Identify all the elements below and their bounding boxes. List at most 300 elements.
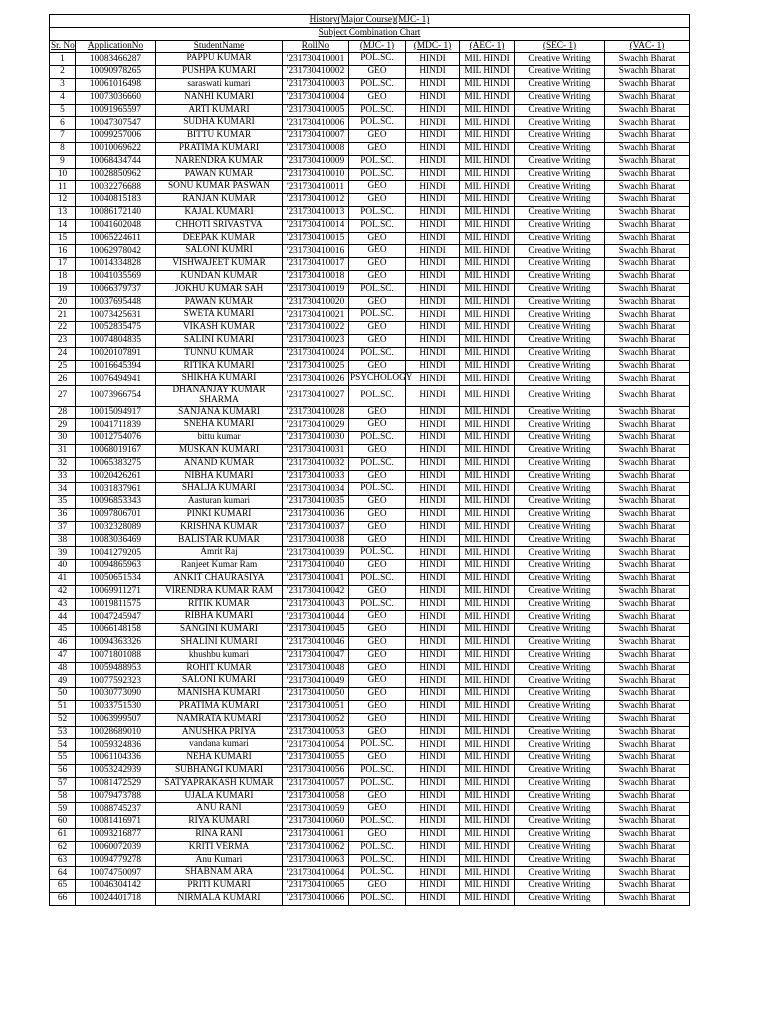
vac-cell: Swachh Bharat bbox=[605, 483, 690, 496]
aec-cell: MIL HINDI bbox=[460, 662, 515, 675]
sr-no-cell: 48 bbox=[50, 662, 76, 675]
student-name-cell: Amrit Raj bbox=[156, 547, 283, 560]
roll-no-cell: '231730410043 bbox=[283, 598, 349, 611]
student-name-cell: CHHOTI SRIVASTVA bbox=[156, 219, 283, 232]
aec-cell: MIL HINDI bbox=[460, 598, 515, 611]
vac-cell: Swachh Bharat bbox=[605, 283, 690, 296]
sec-cell: Creative Writing bbox=[515, 636, 605, 649]
aec-cell: MIL HINDI bbox=[460, 777, 515, 790]
mdc-cell: HINDI bbox=[406, 181, 460, 194]
sec-cell: Creative Writing bbox=[515, 168, 605, 181]
aec-cell: MIL HINDI bbox=[460, 611, 515, 624]
mdc-cell: HINDI bbox=[406, 572, 460, 585]
sec-cell: Creative Writing bbox=[515, 713, 605, 726]
sec-cell: Creative Writing bbox=[515, 419, 605, 432]
student-name-cell: TUNNU KUMAR bbox=[156, 347, 283, 360]
table-row bbox=[50, 688, 690, 701]
sr-no-cell: 60 bbox=[50, 816, 76, 829]
mdc-cell: HINDI bbox=[406, 547, 460, 560]
mjc-cell: GEO bbox=[349, 245, 406, 258]
mjc-cell: GEO bbox=[349, 585, 406, 598]
roll-no-cell: '231730410047 bbox=[283, 649, 349, 662]
vac-cell: Swachh Bharat bbox=[605, 219, 690, 232]
application-no-cell: 10061016498 bbox=[76, 78, 156, 91]
sr-no-cell: 39 bbox=[50, 547, 76, 560]
mdc-cell: HINDI bbox=[406, 483, 460, 496]
mdc-cell: HINDI bbox=[406, 130, 460, 143]
student-name-cell: KUNDAN KUMAR bbox=[156, 270, 283, 283]
mjc-cell: GEO bbox=[349, 194, 406, 207]
mdc-cell: HINDI bbox=[406, 66, 460, 79]
student-name-cell: SUDHA KUMARI bbox=[156, 117, 283, 130]
aec-cell: MIL HINDI bbox=[460, 66, 515, 79]
vac-cell: Swachh Bharat bbox=[605, 419, 690, 432]
vac-cell: Swachh Bharat bbox=[605, 521, 690, 534]
sr-no-cell: 16 bbox=[50, 245, 76, 258]
sr-no-cell: 57 bbox=[50, 777, 76, 790]
vac-cell: Swachh Bharat bbox=[605, 662, 690, 675]
table-row bbox=[50, 547, 690, 560]
mjc-cell: POL.SC. bbox=[349, 867, 406, 880]
sr-no-cell: 29 bbox=[50, 419, 76, 432]
sr-no-cell: 12 bbox=[50, 194, 76, 207]
sr-no-cell: 3 bbox=[50, 78, 76, 91]
aec-cell: MIL HINDI bbox=[460, 675, 515, 688]
table-row bbox=[50, 91, 690, 104]
sr-no-cell: 42 bbox=[50, 585, 76, 598]
roll-no-cell: '231730410054 bbox=[283, 739, 349, 752]
mdc-cell: HINDI bbox=[406, 662, 460, 675]
sec-cell: Creative Writing bbox=[515, 181, 605, 194]
vac-cell: Swachh Bharat bbox=[605, 777, 690, 790]
aec-cell: MIL HINDI bbox=[460, 470, 515, 483]
student-name-cell: KAJAL KUMARI bbox=[156, 206, 283, 219]
aec-cell: MIL HINDI bbox=[460, 219, 515, 232]
vac-cell: Swachh Bharat bbox=[605, 585, 690, 598]
table-row bbox=[50, 572, 690, 585]
mjc-cell: GEO bbox=[349, 258, 406, 271]
vac-cell: Swachh Bharat bbox=[605, 457, 690, 470]
student-name-cell: NARENDRA KUMAR bbox=[156, 155, 283, 168]
sr-no-cell: 46 bbox=[50, 636, 76, 649]
sec-cell: Creative Writing bbox=[515, 764, 605, 777]
student-name-cell: SHALINI KUMARI bbox=[156, 636, 283, 649]
mdc-cell: HINDI bbox=[406, 688, 460, 701]
vac-cell: Swachh Bharat bbox=[605, 790, 690, 803]
sec-cell: Creative Writing bbox=[515, 688, 605, 701]
application-no-cell: 10041711839 bbox=[76, 419, 156, 432]
mdc-cell: HINDI bbox=[406, 726, 460, 739]
application-no-cell: 10071801088 bbox=[76, 649, 156, 662]
aec-cell: MIL HINDI bbox=[460, 360, 515, 373]
application-no-cell: 10019811575 bbox=[76, 598, 156, 611]
application-no-cell: 10032276688 bbox=[76, 181, 156, 194]
aec-cell: MIL HINDI bbox=[460, 347, 515, 360]
sec-cell: Creative Writing bbox=[515, 445, 605, 458]
mdc-cell: HINDI bbox=[406, 457, 460, 470]
mjc-cell: POL.SC. bbox=[349, 117, 406, 130]
mdc-cell: HINDI bbox=[406, 739, 460, 752]
sec-cell: Creative Writing bbox=[515, 777, 605, 790]
mjc-cell: GEO bbox=[349, 334, 406, 347]
table-row bbox=[50, 322, 690, 335]
aec-cell: MIL HINDI bbox=[460, 624, 515, 637]
aec-cell: MIL HINDI bbox=[460, 322, 515, 335]
roll-no-cell: '231730410019 bbox=[283, 283, 349, 296]
application-no-cell: 10074750097 bbox=[76, 867, 156, 880]
application-no-cell: 10046304142 bbox=[76, 880, 156, 893]
application-no-cell: 10028850962 bbox=[76, 168, 156, 181]
roll-no-cell: '231730410027 bbox=[283, 386, 349, 407]
mjc-cell: GEO bbox=[349, 130, 406, 143]
mjc-cell: GEO bbox=[349, 270, 406, 283]
roll-no-cell: '231730410006 bbox=[283, 117, 349, 130]
table-row bbox=[50, 675, 690, 688]
student-name-cell: RITIKA KUMARI bbox=[156, 360, 283, 373]
student-name-cell: SWETA KUMARI bbox=[156, 309, 283, 322]
header-vac: (VAC- 1) bbox=[605, 40, 690, 53]
table-row bbox=[50, 386, 690, 407]
mjc-cell: GEO bbox=[349, 360, 406, 373]
mjc-cell: GEO bbox=[349, 142, 406, 155]
sec-cell: Creative Writing bbox=[515, 296, 605, 309]
application-no-cell: 10083036469 bbox=[76, 534, 156, 547]
sr-no-cell: 18 bbox=[50, 270, 76, 283]
sec-cell: Creative Writing bbox=[515, 483, 605, 496]
student-name-cell: RANJAN KUMAR bbox=[156, 194, 283, 207]
mdc-cell: HINDI bbox=[406, 296, 460, 309]
vac-cell: Swachh Bharat bbox=[605, 130, 690, 143]
vac-cell: Swachh Bharat bbox=[605, 739, 690, 752]
application-no-cell: 10061104336 bbox=[76, 752, 156, 765]
table-row bbox=[50, 867, 690, 880]
sec-cell: Creative Writing bbox=[515, 322, 605, 335]
roll-no-cell: '231730410028 bbox=[283, 406, 349, 419]
subject-combination-table bbox=[49, 14, 690, 906]
vac-cell: Swachh Bharat bbox=[605, 322, 690, 335]
sec-cell: Creative Writing bbox=[515, 726, 605, 739]
mdc-cell: HINDI bbox=[406, 322, 460, 335]
aec-cell: MIL HINDI bbox=[460, 130, 515, 143]
mjc-cell: POL.SC. bbox=[349, 572, 406, 585]
student-name-cell: ANAND KUMAR bbox=[156, 457, 283, 470]
application-no-cell: 10010069622 bbox=[76, 142, 156, 155]
mdc-cell: HINDI bbox=[406, 419, 460, 432]
sec-cell: Creative Writing bbox=[515, 496, 605, 509]
student-name-cell: NEHA KUMARI bbox=[156, 752, 283, 765]
sec-cell: Creative Writing bbox=[515, 360, 605, 373]
aec-cell: MIL HINDI bbox=[460, 713, 515, 726]
mjc-cell: POL.SC. bbox=[349, 347, 406, 360]
roll-no-cell: '231730410045 bbox=[283, 624, 349, 637]
application-no-cell: 10081472529 bbox=[76, 777, 156, 790]
vac-cell: Swachh Bharat bbox=[605, 117, 690, 130]
table-row bbox=[50, 53, 690, 66]
student-name-cell: SALONI KUMRI bbox=[156, 245, 283, 258]
student-name-cell: RITIK KUMAR bbox=[156, 598, 283, 611]
aec-cell: MIL HINDI bbox=[460, 258, 515, 271]
table-row bbox=[50, 168, 690, 181]
table-row bbox=[50, 700, 690, 713]
student-name-cell: DHANANJAY KUMAR SHARMA bbox=[156, 386, 283, 407]
table-row bbox=[50, 739, 690, 752]
application-no-cell: 10033751530 bbox=[76, 700, 156, 713]
table-row bbox=[50, 880, 690, 893]
vac-cell: Swachh Bharat bbox=[605, 206, 690, 219]
sec-cell: Creative Writing bbox=[515, 675, 605, 688]
sr-no-cell: 54 bbox=[50, 739, 76, 752]
table-row bbox=[50, 521, 690, 534]
roll-no-cell: '231730410033 bbox=[283, 470, 349, 483]
table-row bbox=[50, 892, 690, 905]
application-no-cell: 10081416971 bbox=[76, 816, 156, 829]
sr-no-cell: 20 bbox=[50, 296, 76, 309]
vac-cell: Swachh Bharat bbox=[605, 854, 690, 867]
sr-no-cell: 11 bbox=[50, 181, 76, 194]
table-row bbox=[50, 373, 690, 386]
mdc-cell: HINDI bbox=[406, 624, 460, 637]
table-row bbox=[50, 508, 690, 521]
mdc-cell: HINDI bbox=[406, 219, 460, 232]
mdc-cell: HINDI bbox=[406, 713, 460, 726]
student-name-cell: PRATIMA KUMARI bbox=[156, 700, 283, 713]
mjc-cell: GEO bbox=[349, 181, 406, 194]
application-no-cell: 10047307547 bbox=[76, 117, 156, 130]
application-no-cell: 10094779278 bbox=[76, 854, 156, 867]
student-name-cell: SALINI KUMARI bbox=[156, 334, 283, 347]
mjc-cell: POL.SC. bbox=[349, 777, 406, 790]
vac-cell: Swachh Bharat bbox=[605, 78, 690, 91]
aec-cell: MIL HINDI bbox=[460, 283, 515, 296]
sec-cell: Creative Writing bbox=[515, 739, 605, 752]
mdc-cell: HINDI bbox=[406, 496, 460, 509]
student-name-cell: BITTU KUMAR bbox=[156, 130, 283, 143]
roll-no-cell: '231730410003 bbox=[283, 78, 349, 91]
aec-cell: MIL HINDI bbox=[460, 386, 515, 407]
mdc-cell: HINDI bbox=[406, 675, 460, 688]
table-row bbox=[50, 560, 690, 573]
mdc-cell: HINDI bbox=[406, 309, 460, 322]
table-row bbox=[50, 598, 690, 611]
application-no-cell: 10037695448 bbox=[76, 296, 156, 309]
mdc-cell: HINDI bbox=[406, 521, 460, 534]
application-no-cell: 10094865963 bbox=[76, 560, 156, 573]
vac-cell: Swachh Bharat bbox=[605, 270, 690, 283]
vac-cell: Swachh Bharat bbox=[605, 752, 690, 765]
roll-no-cell: '231730410024 bbox=[283, 347, 349, 360]
roll-no-cell: '231730410025 bbox=[283, 360, 349, 373]
sr-no-cell: 19 bbox=[50, 283, 76, 296]
mjc-cell: POL.SC. bbox=[349, 739, 406, 752]
aec-cell: MIL HINDI bbox=[460, 168, 515, 181]
sr-no-cell: 45 bbox=[50, 624, 76, 637]
student-name-cell: bittu kumar bbox=[156, 432, 283, 445]
aec-cell: MIL HINDI bbox=[460, 521, 515, 534]
sec-cell: Creative Writing bbox=[515, 53, 605, 66]
sr-no-cell: 66 bbox=[50, 892, 76, 905]
sr-no-cell: 36 bbox=[50, 508, 76, 521]
student-name-cell: RIBHA KUMARI bbox=[156, 611, 283, 624]
student-name-cell: SHALJA KUMARI bbox=[156, 483, 283, 496]
table-row bbox=[50, 360, 690, 373]
roll-no-cell: '231730410063 bbox=[283, 854, 349, 867]
sr-no-cell: 8 bbox=[50, 142, 76, 155]
roll-no-cell: '231730410001 bbox=[283, 53, 349, 66]
student-name-cell: NANHI KUMARI bbox=[156, 91, 283, 104]
mjc-cell: POL.SC. bbox=[349, 53, 406, 66]
sr-no-cell: 10 bbox=[50, 168, 76, 181]
table-row bbox=[50, 496, 690, 509]
sec-cell: Creative Writing bbox=[515, 91, 605, 104]
vac-cell: Swachh Bharat bbox=[605, 828, 690, 841]
sr-no-cell: 2 bbox=[50, 66, 76, 79]
sr-no-cell: 41 bbox=[50, 572, 76, 585]
aec-cell: MIL HINDI bbox=[460, 483, 515, 496]
mjc-cell: GEO bbox=[349, 470, 406, 483]
mjc-cell: GEO bbox=[349, 419, 406, 432]
aec-cell: MIL HINDI bbox=[460, 790, 515, 803]
roll-no-cell: '231730410051 bbox=[283, 700, 349, 713]
sr-no-cell: 52 bbox=[50, 713, 76, 726]
mjc-cell: GEO bbox=[349, 66, 406, 79]
application-no-cell: 10059488953 bbox=[76, 662, 156, 675]
vac-cell: Swachh Bharat bbox=[605, 560, 690, 573]
student-name-cell: PRITI KUMARI bbox=[156, 880, 283, 893]
sec-cell: Creative Writing bbox=[515, 334, 605, 347]
mjc-cell: GEO bbox=[349, 91, 406, 104]
mjc-cell: POL.SC. bbox=[349, 457, 406, 470]
vac-cell: Swachh Bharat bbox=[605, 155, 690, 168]
student-name-cell: SALONI KUMARI bbox=[156, 675, 283, 688]
mdc-cell: HINDI bbox=[406, 445, 460, 458]
mjc-cell: GEO bbox=[349, 521, 406, 534]
roll-no-cell: '231730410013 bbox=[283, 206, 349, 219]
mjc-cell: POL.SC. bbox=[349, 206, 406, 219]
header-aec: (AEC- 1) bbox=[460, 40, 515, 53]
vac-cell: Swachh Bharat bbox=[605, 534, 690, 547]
sec-cell: Creative Writing bbox=[515, 700, 605, 713]
sr-no-cell: 63 bbox=[50, 854, 76, 867]
document-title: History(Major Course)(MJC- 1) bbox=[50, 15, 690, 28]
mdc-cell: HINDI bbox=[406, 334, 460, 347]
application-no-cell: 10073036660 bbox=[76, 91, 156, 104]
application-no-cell: 10066379737 bbox=[76, 283, 156, 296]
table-row bbox=[50, 206, 690, 219]
roll-no-cell: '231730410004 bbox=[283, 91, 349, 104]
roll-no-cell: '231730410034 bbox=[283, 483, 349, 496]
aec-cell: MIL HINDI bbox=[460, 296, 515, 309]
student-name-cell: MANISHA KUMARI bbox=[156, 688, 283, 701]
vac-cell: Swachh Bharat bbox=[605, 406, 690, 419]
roll-no-cell: '231730410042 bbox=[283, 585, 349, 598]
student-name-cell: ANKIT CHAURASIYA bbox=[156, 572, 283, 585]
student-name-cell: KRISHNA KUMAR bbox=[156, 521, 283, 534]
sr-no-cell: 1 bbox=[50, 53, 76, 66]
aec-cell: MIL HINDI bbox=[460, 155, 515, 168]
table-row bbox=[50, 270, 690, 283]
mjc-cell: GEO bbox=[349, 649, 406, 662]
table-row bbox=[50, 534, 690, 547]
mdc-cell: HINDI bbox=[406, 360, 460, 373]
sec-cell: Creative Writing bbox=[515, 130, 605, 143]
aec-cell: MIL HINDI bbox=[460, 142, 515, 155]
vac-cell: Swachh Bharat bbox=[605, 726, 690, 739]
sr-no-cell: 51 bbox=[50, 700, 76, 713]
sec-cell: Creative Writing bbox=[515, 828, 605, 841]
student-name-cell: SANJANA KUMARI bbox=[156, 406, 283, 419]
mjc-cell: PSYCHOLOGY bbox=[349, 373, 406, 386]
student-name-cell: SATYAPRAKASH KUMAR bbox=[156, 777, 283, 790]
roll-no-cell: '231730410026 bbox=[283, 373, 349, 386]
mdc-cell: HINDI bbox=[406, 636, 460, 649]
sr-no-cell: 9 bbox=[50, 155, 76, 168]
roll-no-cell: '231730410031 bbox=[283, 445, 349, 458]
table-row bbox=[50, 232, 690, 245]
sr-no-cell: 34 bbox=[50, 483, 76, 496]
student-name-cell: VISHWAJEET KUMAR bbox=[156, 258, 283, 271]
application-no-cell: 10068434744 bbox=[76, 155, 156, 168]
sr-no-cell: 35 bbox=[50, 496, 76, 509]
table-row bbox=[50, 66, 690, 79]
document-subtitle: Subject Combination Chart bbox=[50, 27, 690, 40]
vac-cell: Swachh Bharat bbox=[605, 53, 690, 66]
mdc-cell: HINDI bbox=[406, 764, 460, 777]
mdc-cell: HINDI bbox=[406, 534, 460, 547]
sr-no-cell: 49 bbox=[50, 675, 76, 688]
sec-cell: Creative Writing bbox=[515, 373, 605, 386]
student-name-cell: Ranjeet Kumar Ram bbox=[156, 560, 283, 573]
vac-cell: Swachh Bharat bbox=[605, 636, 690, 649]
aec-cell: MIL HINDI bbox=[460, 534, 515, 547]
student-name-cell: ANU RANI bbox=[156, 803, 283, 816]
vac-cell: Swachh Bharat bbox=[605, 347, 690, 360]
application-no-cell: 10028689010 bbox=[76, 726, 156, 739]
vac-cell: Swachh Bharat bbox=[605, 880, 690, 893]
roll-no-cell: '231730410015 bbox=[283, 232, 349, 245]
header-mdc: (MDC- 1) bbox=[406, 40, 460, 53]
mdc-cell: HINDI bbox=[406, 598, 460, 611]
roll-no-cell: '231730410022 bbox=[283, 322, 349, 335]
student-name-cell: ANUSHKA PRIYA bbox=[156, 726, 283, 739]
table-row bbox=[50, 483, 690, 496]
mjc-cell: POL.SC. bbox=[349, 816, 406, 829]
mjc-cell: GEO bbox=[349, 752, 406, 765]
sec-cell: Creative Writing bbox=[515, 104, 605, 117]
header-student-name: StudentName bbox=[156, 40, 283, 53]
mdc-cell: HINDI bbox=[406, 194, 460, 207]
vac-cell: Swachh Bharat bbox=[605, 547, 690, 560]
sec-cell: Creative Writing bbox=[515, 78, 605, 91]
mjc-cell: POL.SC. bbox=[349, 598, 406, 611]
mjc-cell: GEO bbox=[349, 296, 406, 309]
vac-cell: Swachh Bharat bbox=[605, 373, 690, 386]
sec-cell: Creative Writing bbox=[515, 867, 605, 880]
mdc-cell: HINDI bbox=[406, 841, 460, 854]
aec-cell: MIL HINDI bbox=[460, 700, 515, 713]
application-no-cell: 10099257006 bbox=[76, 130, 156, 143]
sr-no-cell: 62 bbox=[50, 841, 76, 854]
mdc-cell: HINDI bbox=[406, 245, 460, 258]
sec-cell: Creative Writing bbox=[515, 521, 605, 534]
mjc-cell: POL.SC. bbox=[349, 764, 406, 777]
roll-no-cell: '231730410020 bbox=[283, 296, 349, 309]
roll-no-cell: '231730410038 bbox=[283, 534, 349, 547]
student-name-cell: MUSKAN KUMARI bbox=[156, 445, 283, 458]
roll-no-cell: '231730410049 bbox=[283, 675, 349, 688]
sec-cell: Creative Writing bbox=[515, 611, 605, 624]
roll-no-cell: '231730410039 bbox=[283, 547, 349, 560]
roll-no-cell: '231730410065 bbox=[283, 880, 349, 893]
